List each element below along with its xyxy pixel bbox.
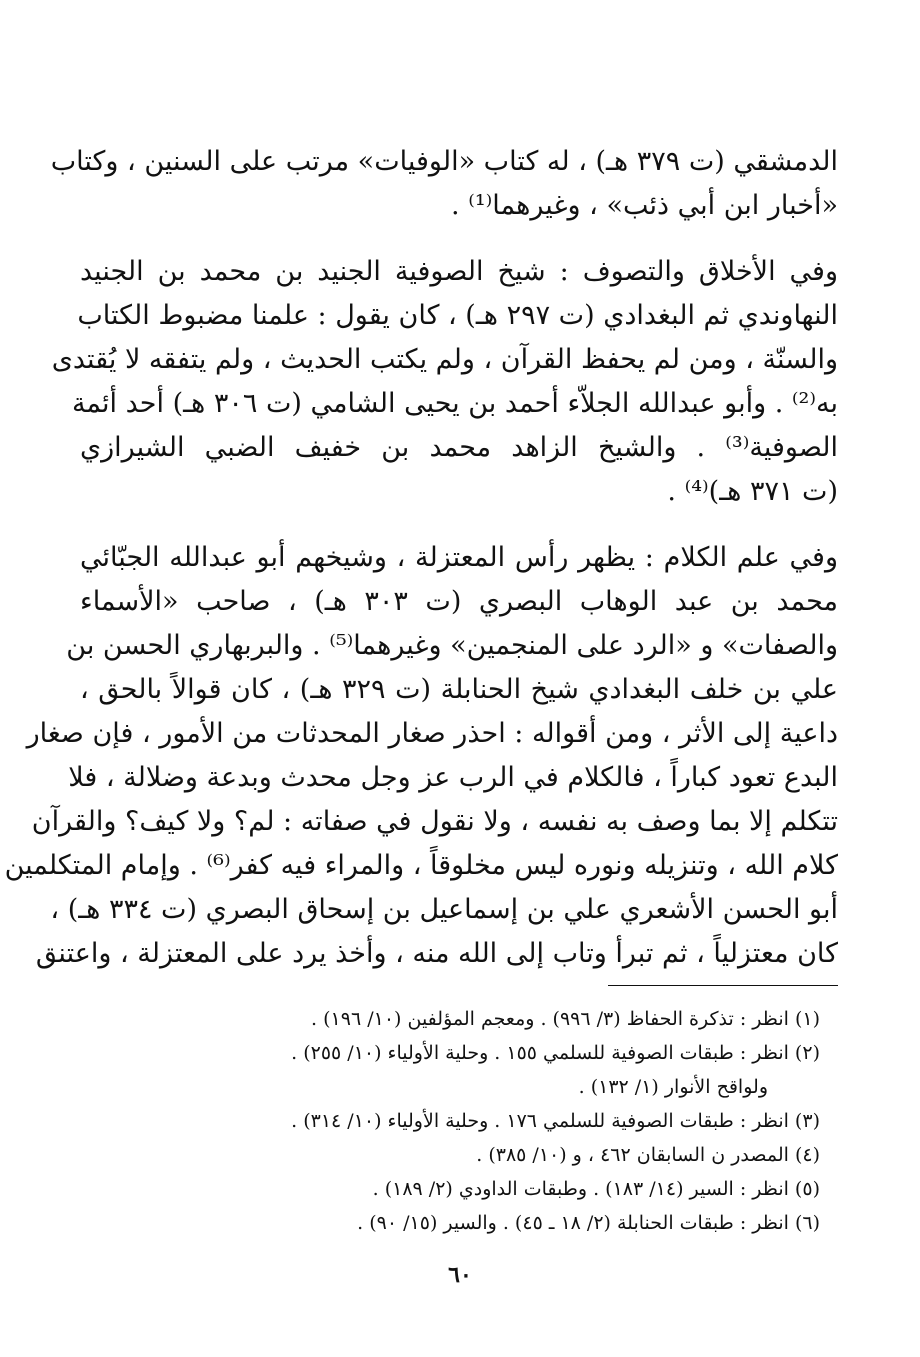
footnote-2: (٢) انظر : طبقات الصوفية للسلمي ١٥٥ . وحلية الأولياء (١٠/ ٢٥٥) . [291,1042,820,1064]
text-line: به⁽²⁾ . وأبو عبدالله الجلاّء أحمد بن يحيى الشامي (ت ٣٠٦ هـ) أحد أئمة [71,388,838,419]
text-line: الصوفية⁽³⁾ . والشيخ الزاهد محمد بن خفيف الضبي الشيرازي [80,432,838,463]
paragraph-3 [4,536,839,976]
footnote-3: (٣) انظر : طبقات الصوفية للسلمي ١٧٦ . وحلية الأولياء (١٠/ ٣١٤) . [291,1110,820,1132]
text-line: (ت ٣٧١ هـ)⁽⁴⁾ . [667,476,838,507]
text-line: وفي علم الكلام : يظهر رأس المعتزلة ، وشيخهم أبو عبدالله الجبّائي [80,542,838,573]
text-line: النهاوندي ثم البغدادي (ت ٢٩٧ هـ) ، كان يقول : علمنا مضبوط الكتاب [77,300,838,331]
footnote-divider [608,985,838,986]
text-line: «أخبار ابن أبي ذئب» ، وغيرهما⁽¹⁾ . [451,190,838,221]
footnote-2-continuation: ولواقح الأنوار (١/ ١٣٢) . [578,1076,768,1098]
text-line: وفي الأخلاق والتصوف : شيخ الصوفية الجنيد بن محمد بن الجنيد [80,256,838,287]
text-line: كان معتزلياً ، ثم تبرأ وتاب إلى الله منه ، وأخذ يرد على المعتزلة ، واعتنق [35,938,838,969]
text-line: والصفات» و «الرد على المنجمين» وغيرهما⁽⁵⁾ . والبربهاري الحسن بن [66,630,838,661]
footnotes [80,1002,820,1240]
page-number: ٦٠ [448,1262,472,1288]
text-line: الدمشقي (ت ٣٧٩ هـ) ، له كتاب «الوفيات» مرتب على السنين ، وكتاب [50,146,838,177]
footnote-6: (٦) انظر : طبقات الحنابلة (٢/ ١٨ ـ ٤٥) . والسير (١٥/ ٩٠) . [357,1212,820,1234]
text-line: كلام الله ، وتنزيله ونوره ليس مخلوقاً ، والمراء فيه كفر⁽⁶⁾ . وإمام المتكلمين [4,850,838,881]
footnote-1: (١) انظر : تذكرة الحفاظ (٣/ ٩٩٦) . ومعجم المؤلفين (١٠/ ١٩٦) . [311,1008,820,1030]
paragraph-2 [51,250,838,514]
text-line: داعية إلى الأثر ، ومن أقواله : احذر صغار المحدثات من الأمور ، فإن صغار [26,718,838,749]
text-line: أبو الحسن الأشعري علي بن إسماعيل بن إسحاق البصري (ت ٣٣٤ هـ) ، [50,894,838,925]
text-line: محمد بن عبد الوهاب البصري (ت ٣٠٣ هـ) ، صاحب «الأسماء [80,586,839,617]
text-line: تتكلم إلا بما وصف به نفسه ، ولا نقول في صفاته : لم؟ ولا كيف؟ والقرآن [31,806,838,837]
main-text [4,140,839,976]
text-line: البدع تعود كباراً ، فالكلام في الرب عز وجل محدث وبدعة وضلالة ، فلا [68,762,838,793]
text-line: والسنّة ، ومن لم يحفظ القرآن ، ولم يكتب الحديث ، ولم يتفقه لا يُقتدى [51,344,838,375]
paragraph-1 [50,140,838,228]
text-line: علي بن خلف البغدادي شيخ الحنابلة (ت ٣٢٩ هـ) ، كان قوالاً بالحق ، [80,674,839,705]
footnote-4: (٤) المصدر ن السابقان ٤٦٢ ، و (١٠/ ٣٨٥) . [476,1144,820,1166]
footnote-5: (٥) انظر : السير (١٤/ ١٨٣) . وطبقات الداودي (٢/ ١٨٩) . [372,1178,820,1200]
